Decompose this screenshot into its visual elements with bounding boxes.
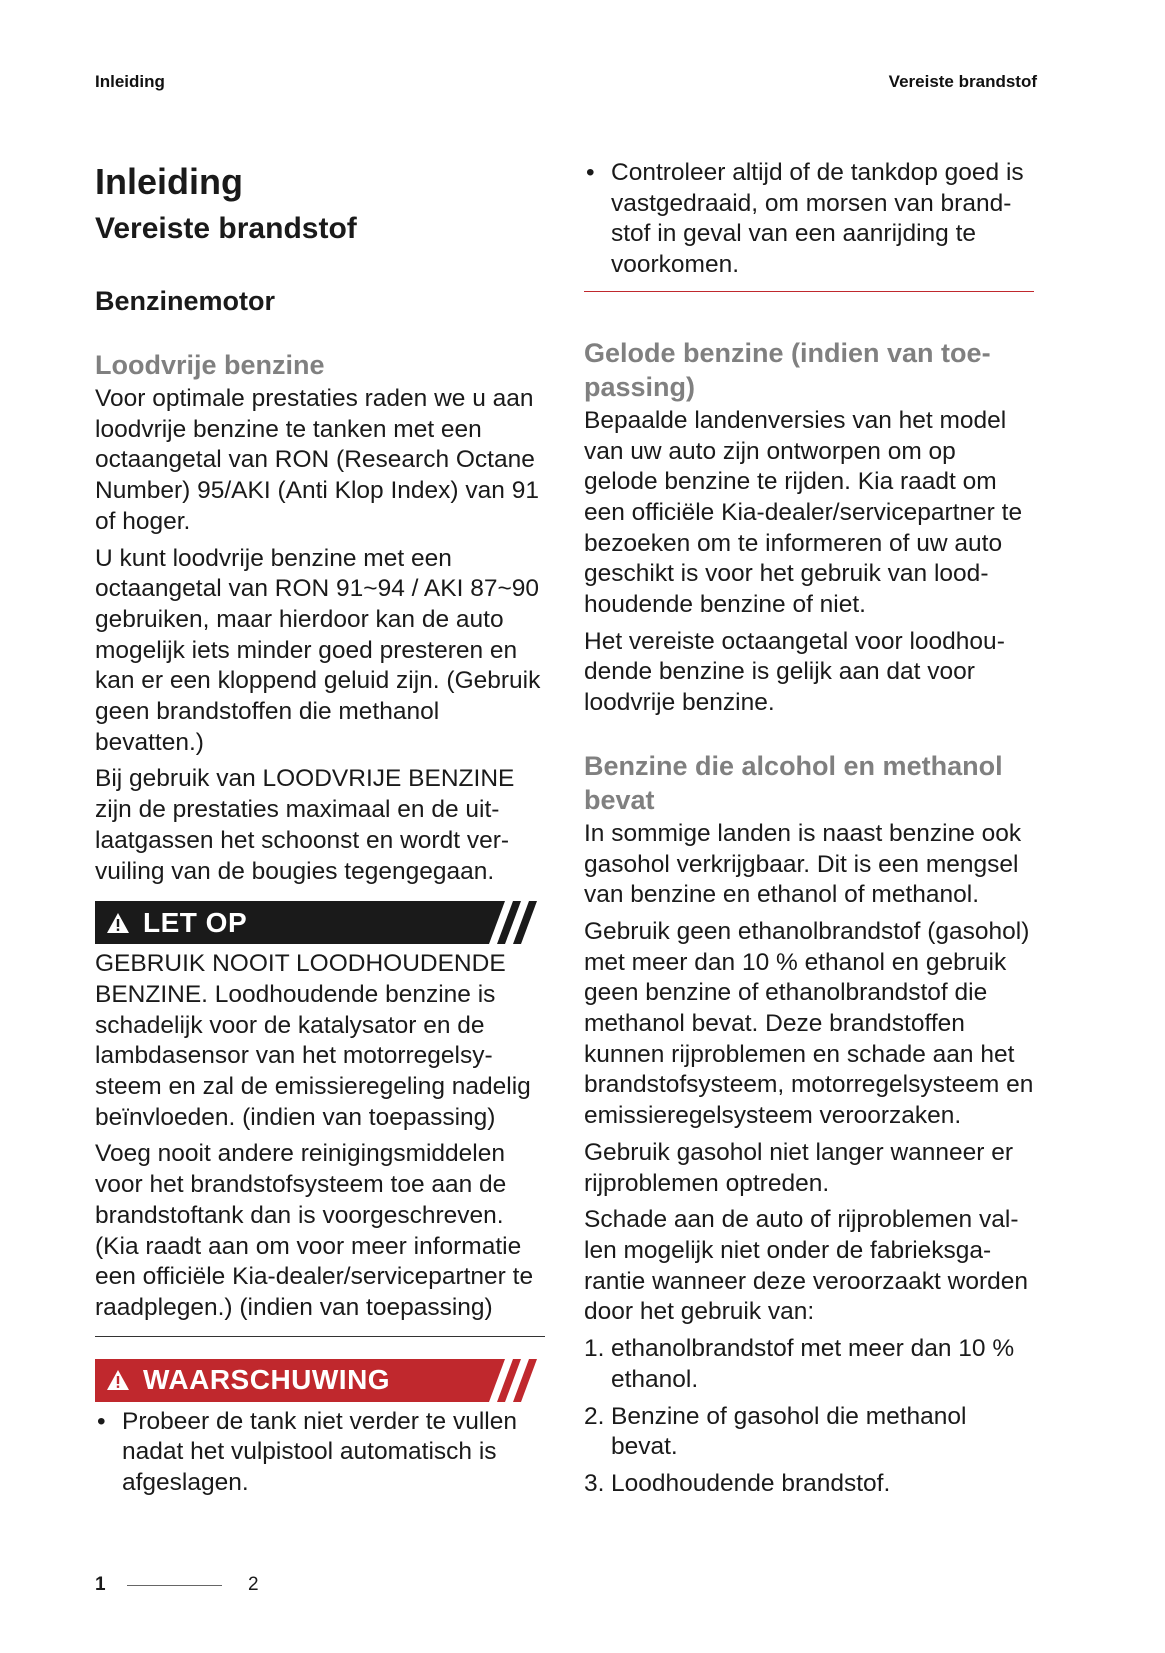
- cause-list: [584, 1334, 1034, 1500]
- warning-banner: [95, 1359, 545, 1402]
- caution-label: LET OP: [143, 906, 248, 938]
- leaded-paragraph: Bepaalde landenversies van het model van uw auto zijn ontworpen om op gelode benzine te rijden. Kia raadt om een officiële Kia-dealer/servicepartner te bezoeken om te informeren of uw auto geschikt is voor het gebruik van loodhoudende benzine of niet.: [584, 406, 1023, 619]
- diagonal-stripes-icon: [465, 901, 545, 944]
- unleaded-paragraph: Bij gebruik van LOODVRIJE BENZINE zijn de prestaties maximaal en de uitlaatgassen het schoonst en wordt vervuiling van de bougies tegengegaan.: [95, 765, 515, 885]
- alcohol-paragraph: Schade aan de auto of rijproblemen vallen mogelijk niet onder de fabrieksgarantie wanneer deze veroorzaakt worden door het gebruik van:: [584, 1206, 1028, 1326]
- caution-banner: [95, 901, 545, 944]
- page-subtitle: Vereiste brandstof: [95, 212, 357, 245]
- warning-list: [95, 1407, 545, 1499]
- running-header-left: Inleiding: [95, 72, 165, 91]
- list-item: [584, 1469, 1034, 1500]
- chapter-number: 1: [95, 1574, 106, 1595]
- list-text: Benzine of gasohol die methanol bevat.: [611, 1402, 967, 1461]
- diagonal-stripes-icon: [465, 1359, 545, 1402]
- list-text: ethanolbrandstof met meer dan 10 % ethanol.: [611, 1335, 1015, 1393]
- warning-end-divider: [584, 291, 1034, 292]
- list-item: [584, 1334, 1034, 1395]
- section-divider: [95, 1336, 545, 1337]
- leaded-paragraph: Het vereiste octaangetal voor loodhoudende benzine is gelijk aan dat voor loodvrije benzine.: [584, 627, 1005, 717]
- alcohol-paragraph: Gebruik geen ethanolbrandstof (gasohol) met meer dan 10 % ethanol en gebruik geen benzine of ethanolbrandstof die methanol bevat. Deze brandstoffen kunnen rijproblemen en schade aan het brandstofsysteem, motorregelsysteem en emissieregelsysteem veroorzaken.: [584, 917, 1034, 1130]
- list-text: Loodhoudende brandstof.: [611, 1469, 891, 1497]
- alcohol-heading: Benzine die alcohol en methanol bevat: [584, 750, 1003, 815]
- list-number: 2.: [584, 1402, 605, 1430]
- unleaded-paragraph: U kunt loodvrije benzine met een octaangetal van RON 91~94 / AKI 87~90 gebruiken, maar hierdoor kan de auto mogelijk iets minder goed presteren en kan er een kloppend geluid zijn. (Gebruik geen brandstoffen die methanol bevatten.): [95, 544, 541, 756]
- right-column: [584, 158, 1034, 1506]
- footer-rule: [127, 1585, 222, 1586]
- list-item: • Controleer altijd of de tankdop goed is vastgedraaid, om morsen van brandstof in geval van een aanrijding te voorkomen.: [584, 158, 1034, 281]
- alcohol-paragraph: In sommige landen is naast benzine ook gasohol verkrijgbaar. Dit is een mengsel van benzine en ethanol of methanol.: [584, 819, 1022, 909]
- list-item: • Probeer de tank niet verder te vullen nadat het vulpistool automatisch is afgeslagen.: [95, 1407, 545, 1499]
- unleaded-heading: Loodvrije benzine: [95, 350, 325, 380]
- page-title: Inleiding: [95, 161, 243, 202]
- caution-paragraph: GEBRUIK NOOIT LOODHOUDENDE BENZINE. Loodhoudende benzine is schadelijk voor de katalysator en de lambdasensor van het motorregelsysteem en zal de emissieregeling nadelig beïnvloeden. (indien van toepassing): [95, 950, 531, 1131]
- alcohol-paragraph: Gebruik gasohol niet langer wanneer er rijproblemen optreden.: [584, 1138, 1014, 1197]
- unleaded-paragraph: Voor optimale prestaties raden we u aan loodvrije benzine te tanken met een octaangetal van RON (Research Octane Number) 95/AKI (Anti Klop Index) van 91 of hoger.: [95, 385, 539, 535]
- caution-paragraph: Voeg nooit andere reinigingsmiddelen voor het brandstofsysteem toe aan de brandstoftank dan is voorgeschreven. (Kia raadt aan om voor meer informatie een officiële Kia-dealer/servicepartner te raadplegen.) (indien van toepassing): [95, 1140, 534, 1321]
- list-item: [584, 1402, 1034, 1463]
- leaded-heading: Gelode benzine (indien van toepassing): [584, 337, 991, 402]
- warning-continued-list: [584, 158, 1034, 281]
- warning-triangle-icon: [103, 908, 133, 938]
- engine-heading: Benzinemotor: [95, 286, 276, 316]
- left-column: [95, 150, 545, 1505]
- list-number: 3.: [584, 1469, 605, 1497]
- running-header-right: Vereiste brandstof: [888, 72, 1037, 91]
- list-number: 1.: [584, 1335, 605, 1363]
- page-number: 2: [248, 1574, 259, 1595]
- warning-label: WAARSCHUWING: [143, 1364, 391, 1396]
- warning-triangle-icon: [103, 1365, 133, 1395]
